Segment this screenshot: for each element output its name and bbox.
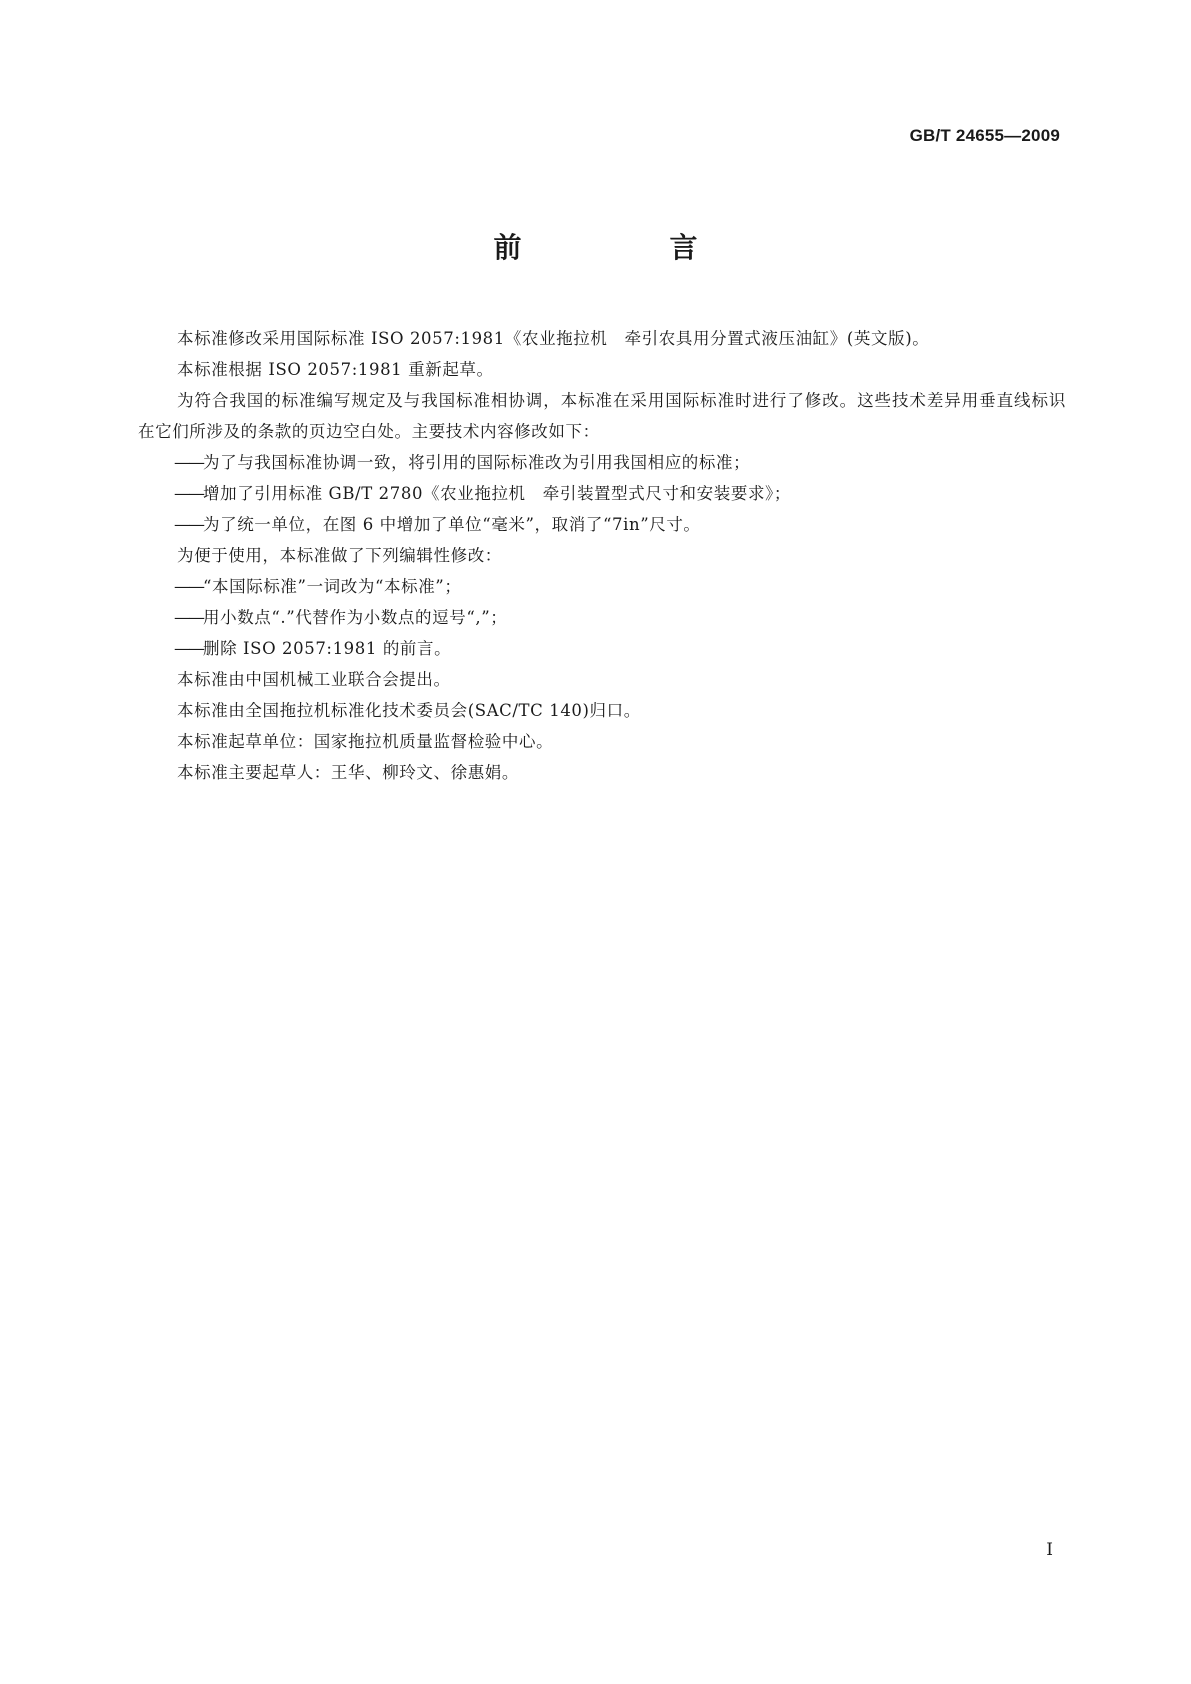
dash-marker: —— [174,608,203,627]
foreword-body [138,323,1066,788]
list-item-text: 为了与我国标准协调一致，将引用的国际标准改为引用我国相应的标准； [203,453,751,472]
paragraph-committee: 本标准由全国拖拉机标准化技术委员会(SAC/TC 140)归口。 [177,701,641,720]
list-item [138,447,1066,478]
paragraph-proposer: 本标准由中国机械工业联合会提出。 [177,670,451,689]
dash-marker: —— [174,515,203,534]
list-item [138,509,1066,540]
list-item [138,633,1066,664]
list-item [138,602,1066,633]
page-number: I [1046,1540,1053,1560]
paragraph-drafters: 本标准主要起草人：王华、柳玲文、徐惠娟。 [177,763,519,782]
dash-marker: —— [174,453,203,472]
list-item-text: 用小数点“.”代替作为小数点的逗号“,”； [203,608,508,627]
paragraph-redrafted: 本标准根据 ISO 2057:1981 重新起草。 [177,360,494,379]
paragraph-drafting-unit: 本标准起草单位：国家拖拉机质量监督检验中心。 [177,732,554,751]
paragraph-editorial-changes: 为便于使用，本标准做了下列编辑性修改： [177,546,502,565]
list-item-text: 为了统一单位，在图 6 中增加了单位“毫米”，取消了“7in”尺寸。 [203,515,701,534]
list-item [138,478,1066,509]
dash-marker: —— [174,639,203,658]
list-item-text: “本国际标准”一词改为“本标准”； [203,577,462,596]
list-item-text: 删除 ISO 2057:1981 的前言。 [203,639,452,658]
paragraph-technical-deviations: 为符合我国的标准编写规定及与我国标准相协调，本标准在采用国际标准时进行了修改。这些技术差异用垂直线标识在它们所涉及的条款的页边空白处。主要技术内容修改如下： [138,391,1066,441]
standard-number: GB/T 24655—2009 [909,126,1060,145]
dash-marker: —— [174,484,203,503]
paragraph-adoption: 本标准修改采用国际标准 ISO 2057:1981《农业拖拉机 牵引农具用分置式液压油缸》(英文版)。 [177,329,930,348]
list-item [138,571,1066,602]
page-title: 前 言 [493,231,758,264]
list-item-text: 增加了引用标准 GB/T 2780《农业拖拉机 牵引装置型式尺寸和安装要求》； [203,484,792,503]
dash-marker: —— [174,577,203,596]
